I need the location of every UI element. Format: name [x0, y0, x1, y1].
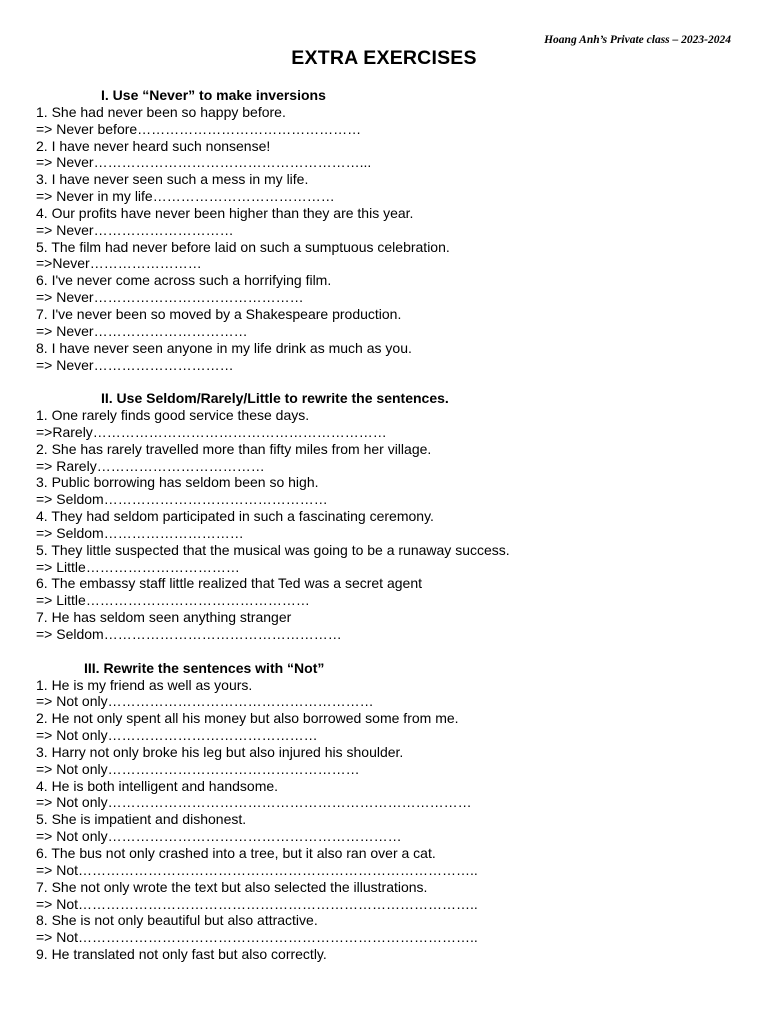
section-spacer [36, 373, 756, 390]
answer-line: => Never…………………………… [36, 322, 248, 339]
exercise-sentence: 7. I've never been so moved by a Shakespeare production. [36, 305, 402, 322]
answer-line: => Not………………………………………………………………………….. [36, 895, 478, 912]
exercise-sentence: 1. One rarely finds good service these days. [36, 407, 310, 424]
answer-line: => Not only………………………………………………… [36, 693, 374, 710]
exercise-sentence: 4. He is both intelligent and handsome. [36, 777, 279, 794]
answer-line: => Never……………………………………… [36, 289, 304, 306]
answer-line: => Not………………………………………………………………………….. [36, 861, 478, 878]
exercise-sentence: 8. I have never seen anyone in my life drink as much as you. [36, 339, 412, 356]
section-heading: III. Rewrite the sentences with “Not” [84, 659, 325, 676]
answer-line: => Not only……………………………………… [36, 727, 318, 744]
document-title: EXTRA EXERCISES [291, 47, 477, 69]
exercise-sentence: 2. She has rarely travelled more than fifty miles from her village. [36, 440, 432, 457]
exercise-sentence: 6. I've never come across such a horrifying film. [36, 272, 332, 289]
answer-line: => Little…………………………… [36, 558, 240, 575]
exercise-sentence: 4. They had seldom participated in such a fascinating ceremony. [36, 508, 434, 525]
exercise-sentence: 2. I have never heard such nonsense! [36, 137, 271, 154]
answer-line: => Not………………………………………………………………………….. [36, 929, 478, 946]
section-heading: I. Use “Never” to make inversions [101, 87, 326, 103]
answer-line: =>Rarely……………………………………………………… [36, 423, 387, 440]
answer-line: => Seldom………………………………………… [36, 491, 328, 508]
section-spacer [36, 643, 756, 660]
answer-line: => Never before………………………………………… [36, 120, 362, 137]
exercise-sentence: 9. He translated not only fast but also correctly. [36, 946, 327, 963]
exercise-content [36, 87, 756, 963]
exercise-sentence: 6. The bus not only crashed into a tree, but it also ran over a cat. [36, 844, 436, 861]
answer-line: => Little………………………………………… [36, 592, 310, 609]
answer-line: => Not only……………………………………………… [36, 760, 360, 777]
answer-line: => Seldom………………………… [36, 524, 244, 541]
answer-line: =>Never…………………… [36, 255, 202, 272]
exercise-sentence: 5. They little suspected that the musical was going to be a runaway success. [36, 541, 510, 558]
exercise-sentence: 8. She is not only beautiful but also attractive. [36, 912, 318, 929]
answer-line: => Never…………………………………………………... [36, 154, 372, 171]
answer-line: => Never in my life………………………………… [36, 188, 335, 205]
exercise-sentence: 3. Harry not only broke his leg but also injured his shoulder. [36, 743, 404, 760]
exercise-sentence: 2. He not only spent all his money but also borrowed some from me. [36, 710, 459, 727]
exercise-sentence: 1. He is my friend as well as yours. [36, 676, 253, 693]
exercise-sentence: 5. She is impatient and dishonest. [36, 811, 247, 828]
answer-line: => Rarely……………………………… [36, 457, 265, 474]
answer-line: => Never………………………… [36, 221, 234, 238]
exercise-sentence: 7. He has seldom seen anything stranger [36, 609, 292, 626]
answer-line: => Not only…………………………………………………………………… [36, 794, 472, 811]
answer-line: => Never………………………… [36, 356, 234, 373]
class-header-note: Hoang Anh’s Private class – 2023-2024 [544, 34, 731, 46]
exercise-sentence: 1. She had never been so happy before. [36, 103, 286, 120]
exercise-sentence: 5. The film had never before laid on such a sumptuous celebration. [36, 238, 450, 255]
exercise-sentence: 6. The embassy staff little realized that Ted was a secret agent [36, 575, 422, 592]
answer-line: => Not only……………………………………………………… [36, 828, 402, 845]
exercise-sentence: 3. Public borrowing has seldom been so high. [36, 474, 319, 491]
exercise-sentence: 7. She not only wrote the text but also selected the illustrations. [36, 878, 428, 895]
exercise-sentence: 3. I have never seen such a mess in my life. [36, 171, 309, 188]
section-heading: II. Use Seldom/Rarely/Little to rewrite the sentences. [101, 390, 449, 407]
answer-line: => Seldom…………………………………………… [36, 626, 342, 642]
exercise-sentence: 4. Our profits have never been higher than they are this year. [36, 204, 414, 221]
